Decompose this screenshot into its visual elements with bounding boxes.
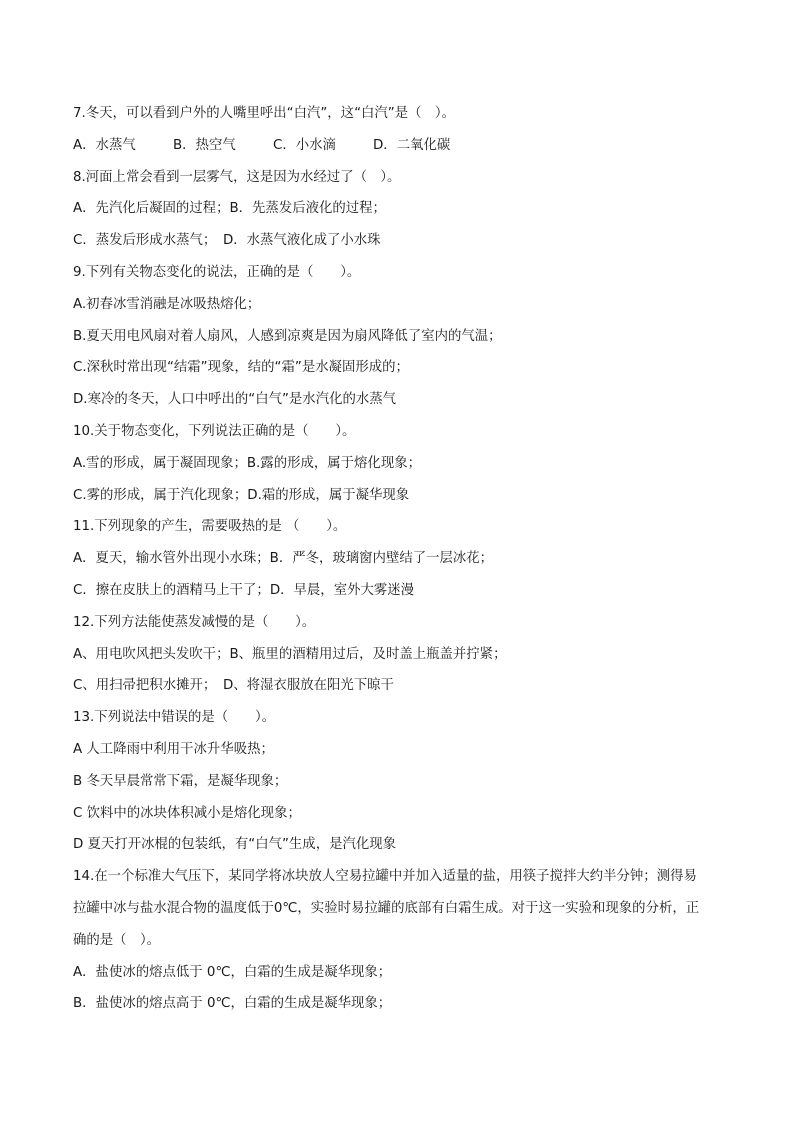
q7-option-b: B．热空气	[173, 137, 236, 153]
q7-option-c: C．小水滴	[273, 137, 336, 153]
q7-stem: 7.冬天，可以看到户外的人嘴里呼出“白汽”，这“白汽”是（ ）。	[73, 106, 455, 121]
q11-stem: 11.下列现象的产生，需要吸热的是 （ ）。	[73, 519, 347, 535]
q10-options-ab: A.雪的形成，属于凝固现象；B.露的形成，属于熔化现象；	[73, 455, 421, 471]
q12-stem: 12.下列方法能使蒸发减慢的是（ ）。	[73, 614, 316, 630]
q8-options-ab: A．先汽化后凝固的过程；B．先蒸发后液化的过程；	[73, 201, 386, 217]
q8-stem: 8.河面上常会看到一层雾气，这是因为水经过了（ ）。	[73, 169, 401, 185]
q13-option-a: A 人工降雨中利用干冰升华吸热；	[73, 741, 274, 757]
q13-option-d: D 夏天打开冰棍的包装纸，有“白气”生成，是汽化现象	[73, 837, 397, 853]
q14-option-b: B．盐使冰的熔点高于 0℃，白霜的生成是凝华现象；	[73, 996, 392, 1012]
q11-options-ab: A．夏天，输水管外出现小水珠；B．严冬，玻璃窗内壁结了一层冰花；	[73, 551, 494, 567]
q7-options	[73, 130, 734, 162]
q13-stem: 13.下列说法中错误的是（ ）。	[73, 710, 276, 726]
q8-options-cd: C．蒸发后形成水蒸气； D．水蒸气液化成了小水珠	[73, 233, 381, 249]
q7-option-d: D．二氧化碳	[373, 137, 451, 153]
q14-stem-line1: 14.在一个标准大气压下，某同学将冰块放人空易拉罐中并加入适量的盐，用筷子搅拌大约半分钟；测得易	[73, 869, 697, 885]
q14-stem-line2: 拉罐中冰与盐水混合物的温度低于0℃，实验时易拉罐的底部有白霜生成。对于这一实验和现象的分析，正	[73, 900, 700, 916]
q11-options-cd: C．擦在皮肤上的酒精马上干了；D．早晨，室外大雾迷漫	[73, 582, 415, 598]
q9-option-c: C.深秋时常出现“结霜”现象，结的“霜”是水凝固形成的；	[73, 360, 409, 376]
q13-option-b: B 冬天早晨常常下霜，是凝华现象；	[73, 773, 288, 789]
q9-option-d: D.寒冷的冬天，人口中呼出的“白气”是水汽化的水蒸气	[73, 392, 397, 408]
q14-stem-line3: 确的是（ ）。	[73, 932, 161, 948]
q14-option-a: A．盐使冰的熔点低于 0℃，白霜的生成是凝华现象；	[73, 964, 392, 980]
q10-options-cd: C.雾的形成，属于汽化现象；D.霜的形成，属于凝华现象	[73, 487, 410, 503]
q9-option-b: B.夏天用电风扇对着人扇风，人感到凉爽是因为扇风降低了室内的气温；	[73, 328, 502, 344]
q13-option-c: C 饮料中的冰块体积减小是熔化现象；	[73, 805, 301, 821]
q10-stem: 10.关于物态变化，下列说法正确的是（ ）。	[73, 423, 356, 439]
q9-stem: 9.下列有关物态变化的说法，正确的是（ ）。	[73, 264, 361, 280]
q9-option-a: A.初春冰雪消融是冰吸热熔化；	[73, 296, 261, 312]
q7-option-a: A．水蒸气	[73, 137, 136, 153]
q12-options-cd: C、用扫帚把积水摊开； D、将湿衣服放在阳光下晾干	[73, 678, 394, 694]
q12-options-ab: A、用电吹风把头发吹干；B、瓶里的酒精用过后，及时盖上瓶盖并拧紧；	[73, 646, 507, 662]
